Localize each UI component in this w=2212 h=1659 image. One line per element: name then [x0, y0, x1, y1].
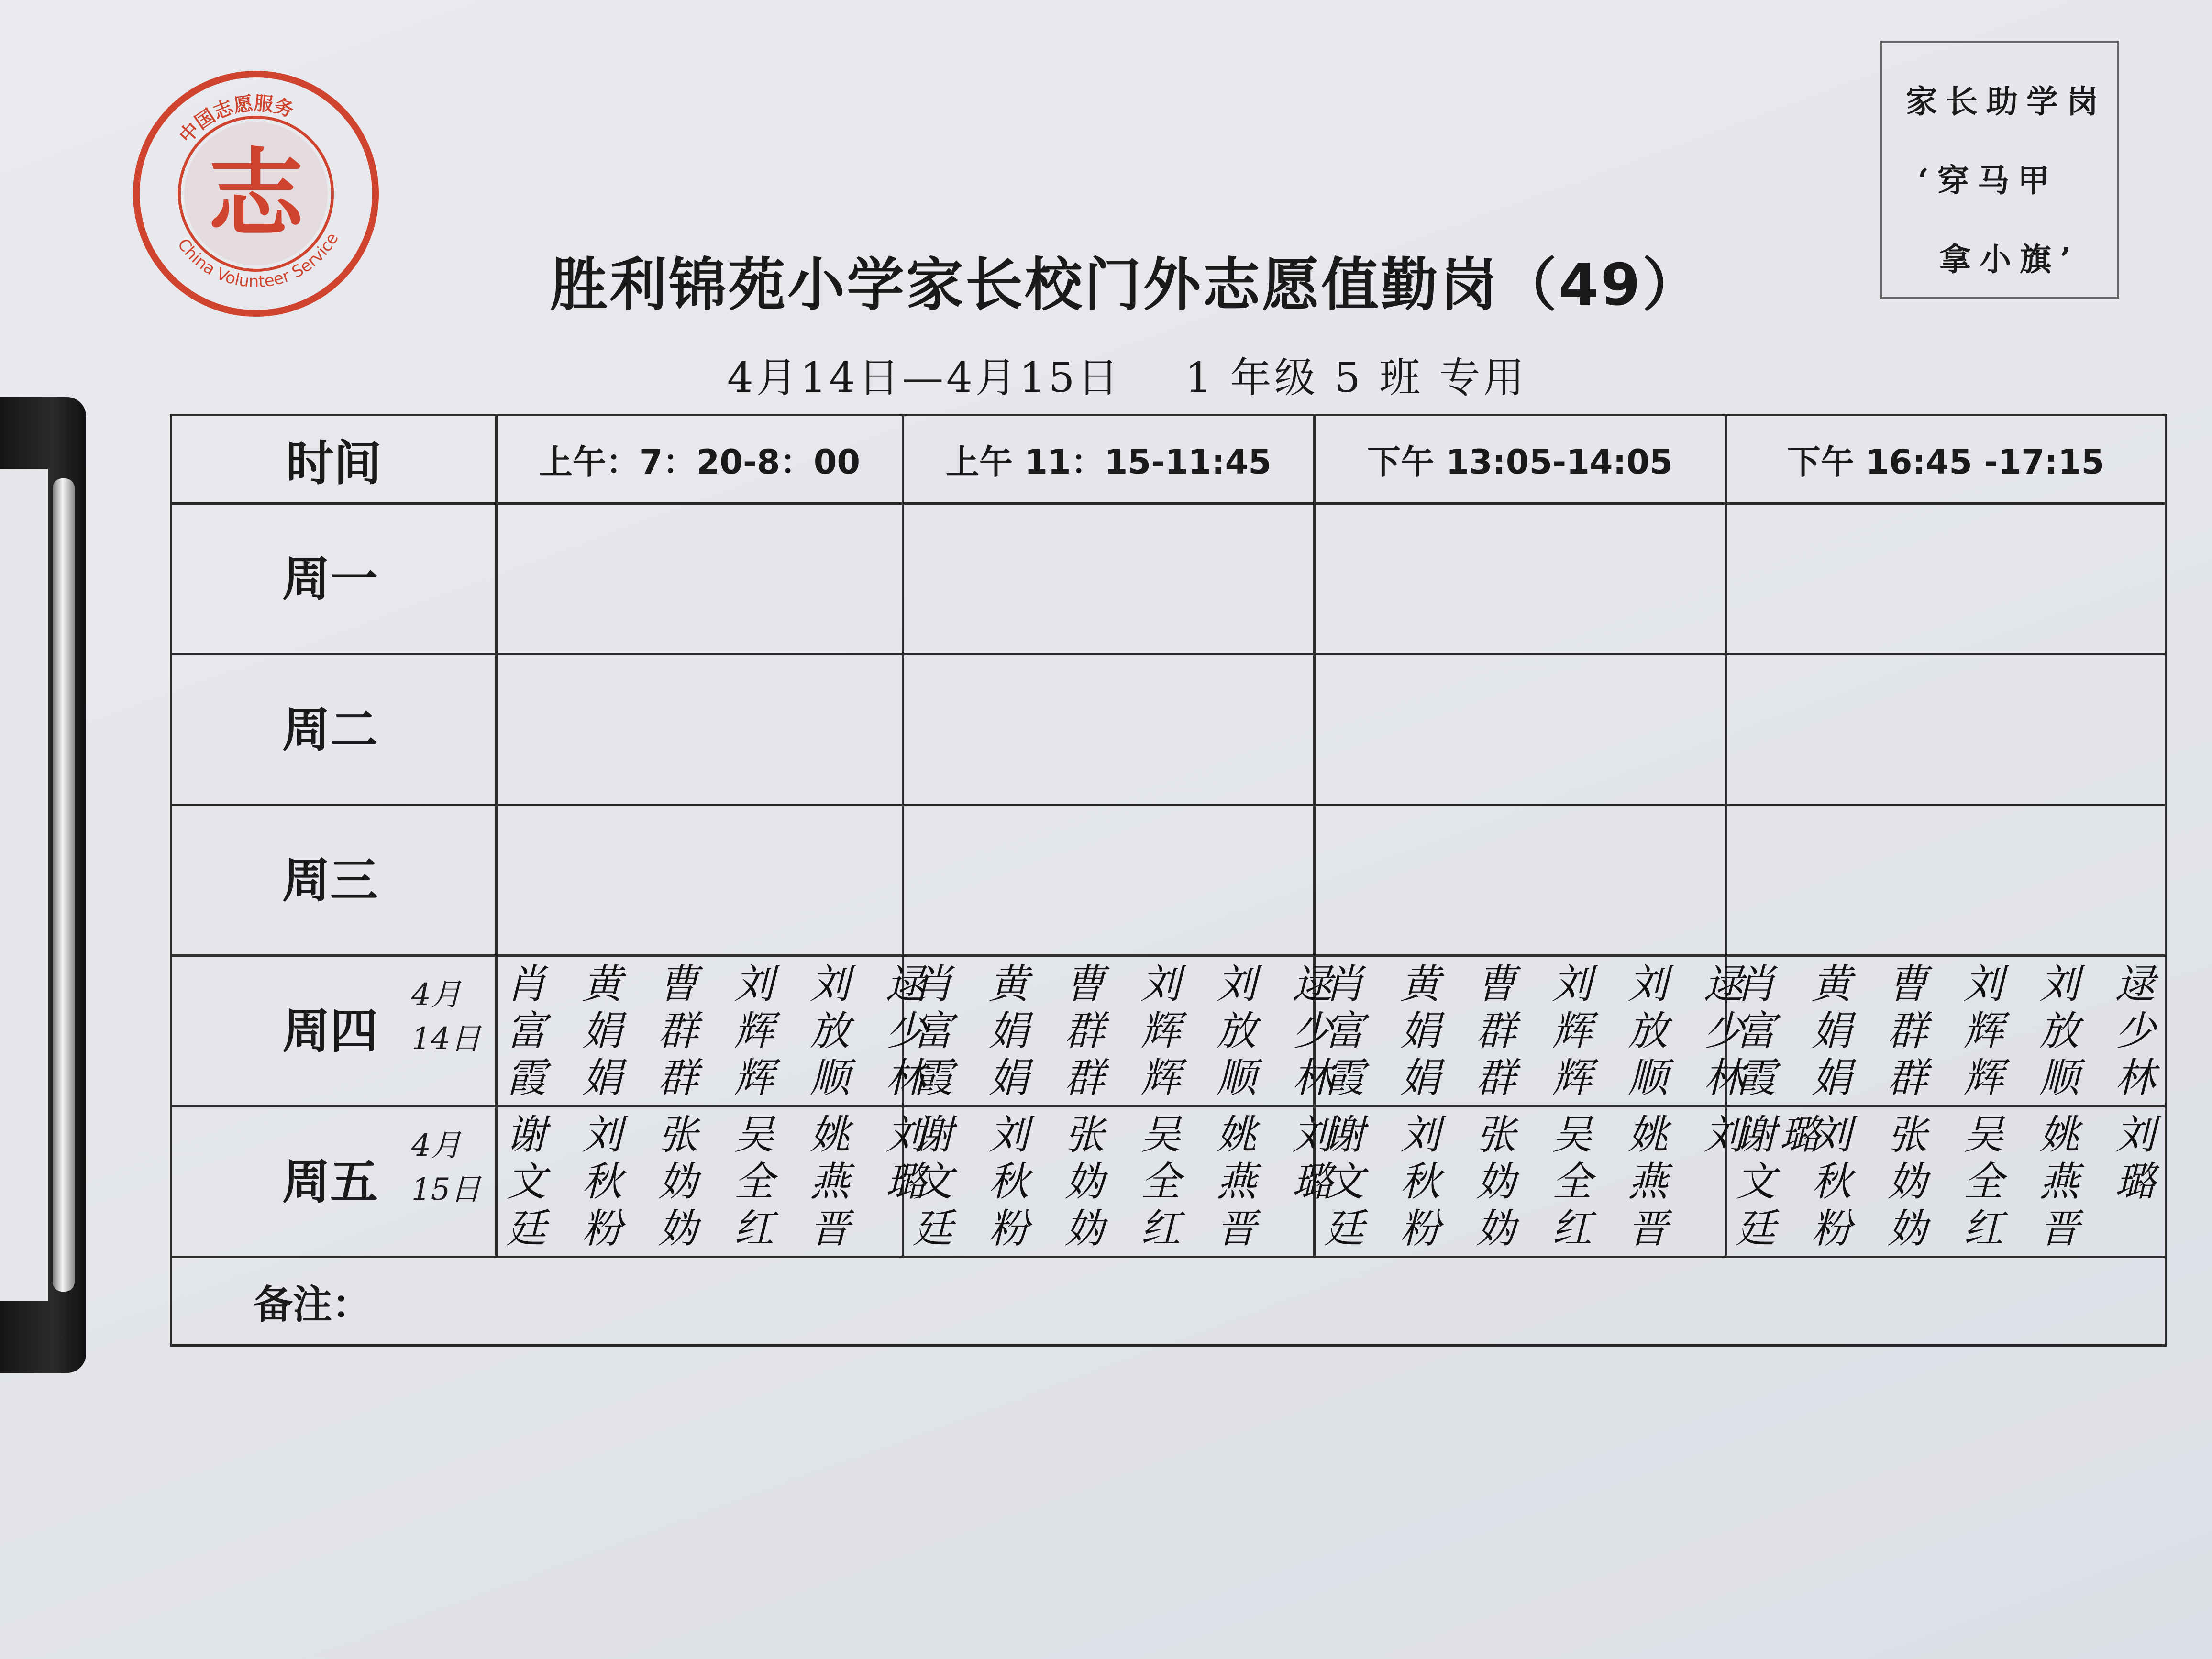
duty-cell: [1726, 504, 2166, 654]
day-label: 周三: [282, 852, 378, 908]
duty-cell: [1315, 956, 1756, 1106]
slot-header-2: 上午 11：15-11:45: [903, 415, 1315, 504]
class-info: 1 年级 5 班 专用: [1185, 354, 1527, 402]
duty-cell-wrap: [1316, 957, 1756, 1105]
duty-cell-wrap: [1727, 957, 2165, 1105]
volunteer-names: 肖 黄 曹 刘 刘 逯 富 娟 群 辉 放 少 霞 娟 群 辉 顺 林: [1324, 961, 1756, 1101]
duty-cell-wrap: [1316, 505, 1725, 653]
duty-cell-wrap: [904, 957, 1344, 1105]
duty-cell-wrap: [904, 655, 1313, 804]
volunteer-names: 谢 刘 张 吴 姚 刘 文 秋 妫 全 燕 璐 廷 粉 妫 红 晋: [1736, 1111, 2167, 1252]
notes-row: [171, 1257, 2166, 1346]
time-header: 时间: [171, 415, 497, 504]
duty-schedule-table: [170, 414, 2167, 1347]
day-cell: [171, 654, 497, 805]
duty-cell: [1315, 504, 1726, 654]
clip-inner: [0, 469, 48, 1301]
stamp-line-3: 拿小旗’: [1939, 241, 2079, 278]
duty-cell: [903, 504, 1315, 654]
duty-cell-wrap: [498, 957, 938, 1105]
stamp-line-2: ‘穿马甲: [1918, 162, 2058, 199]
duty-cell-wrap: [1727, 806, 2165, 954]
header-row: [171, 415, 2166, 504]
duty-cell-wrap: [1727, 655, 2165, 804]
slot-header-4: 下午 16:45 -17:15: [1726, 415, 2166, 504]
day-label: 周一: [282, 551, 378, 607]
duty-cell-wrap: [498, 505, 902, 653]
duty-cell: [903, 654, 1315, 805]
day-row: [171, 1106, 2166, 1257]
document-subtitle: [727, 344, 1588, 404]
duty-cell-wrap: [904, 1107, 1344, 1256]
duty-cell: [1315, 1106, 1832, 1257]
logo-ring-en: China Volunteer Service: [173, 230, 343, 292]
duty-cell: [1315, 805, 1726, 956]
duty-cell-wrap: [1727, 1107, 2165, 1256]
slot-header-1: 上午：7：20-8：00: [497, 415, 903, 504]
duty-cell: [1726, 805, 2166, 956]
duty-cell: [497, 504, 903, 654]
day-row: [171, 504, 2166, 654]
slot-header-3: 下午 13:05-14:05: [1315, 415, 1726, 504]
stamp-line-1: 家长助学岗: [1906, 83, 2107, 120]
duty-cell: [1726, 654, 2166, 805]
day-cell: [171, 504, 497, 654]
volunteer-names: 谢 刘 张 吴 姚 刘 文 秋 妫 全 燕 璐 廷 粉 妫 红 晋: [506, 1111, 938, 1252]
volunteer-names: 谢 刘 张 吴 姚 刘 文 秋 妫 全 燕 璐 廷 粉 妫 红 晋: [913, 1111, 1344, 1252]
duty-cell: [497, 956, 938, 1106]
duty-cell-wrap: [904, 505, 1313, 653]
logo-center-char: 志: [208, 138, 304, 250]
duty-cell: [1726, 1106, 2166, 1257]
duty-stamp-box: [1880, 41, 2119, 299]
duty-cell-wrap: [1316, 806, 1725, 954]
duty-cell: [903, 805, 1315, 956]
volunteer-names: 谢 刘 张 吴 姚 刘 璐 文 秋 妫 全 燕 廷 粉 妫 红 晋: [1324, 1111, 1832, 1252]
day-row: [171, 956, 2166, 1106]
duty-cell: [1726, 956, 2166, 1106]
volunteer-names: 肖 黄 曹 刘 刘 逯 富 娟 群 辉 放 少 霞 娟 群 辉 顺 林: [913, 961, 1344, 1101]
duty-cell-wrap: [1316, 655, 1725, 804]
clipboard-clip: [0, 397, 86, 1373]
day-date: 4月14日: [411, 977, 481, 1057]
date-range: 4月14日—4月15日: [727, 354, 1122, 402]
document-title: 胜利锦苑小学家长校门外志愿值勤岗（49）: [550, 252, 1702, 319]
notes-label: 备注：: [171, 1257, 2166, 1346]
day-cell: [171, 805, 497, 956]
duty-cell: [903, 1106, 1344, 1257]
day-row: [171, 805, 2166, 956]
day-cell: [171, 956, 497, 1106]
volunteer-names: 肖 黄 曹 刘 刘 逯 富 娟 群 辉 放 少 霞 娟 群 辉 顺 林: [1736, 961, 2167, 1101]
day-label: 周五: [282, 1154, 378, 1210]
duty-cell-wrap: [1727, 505, 2165, 653]
day-date: 4月15日: [411, 1128, 481, 1207]
duty-cell: [1315, 654, 1726, 805]
duty-cell: [497, 805, 903, 956]
day-label: 周二: [282, 702, 378, 758]
duty-cell-wrap: [498, 655, 902, 804]
duty-cell: [903, 956, 1344, 1106]
clip-bar: [53, 478, 75, 1292]
duty-cell-wrap: [498, 1107, 938, 1256]
duty-cell-wrap: [1316, 1107, 1832, 1256]
volunteer-names: 肖 黄 曹 刘 刘 逯 富 娟 群 辉 放 少 霞 娟 群 辉 顺 林: [506, 961, 938, 1101]
logo-ring-cn: 中国志愿服务: [175, 92, 297, 148]
day-row: [171, 654, 2166, 805]
china-volunteer-service-logo: [129, 67, 383, 321]
duty-cell: [497, 1106, 938, 1257]
day-label: 周四: [282, 1003, 378, 1059]
duty-cell-wrap: [498, 806, 902, 954]
day-cell: [171, 1106, 497, 1257]
duty-cell-wrap: [904, 806, 1313, 954]
duty-cell: [497, 654, 903, 805]
